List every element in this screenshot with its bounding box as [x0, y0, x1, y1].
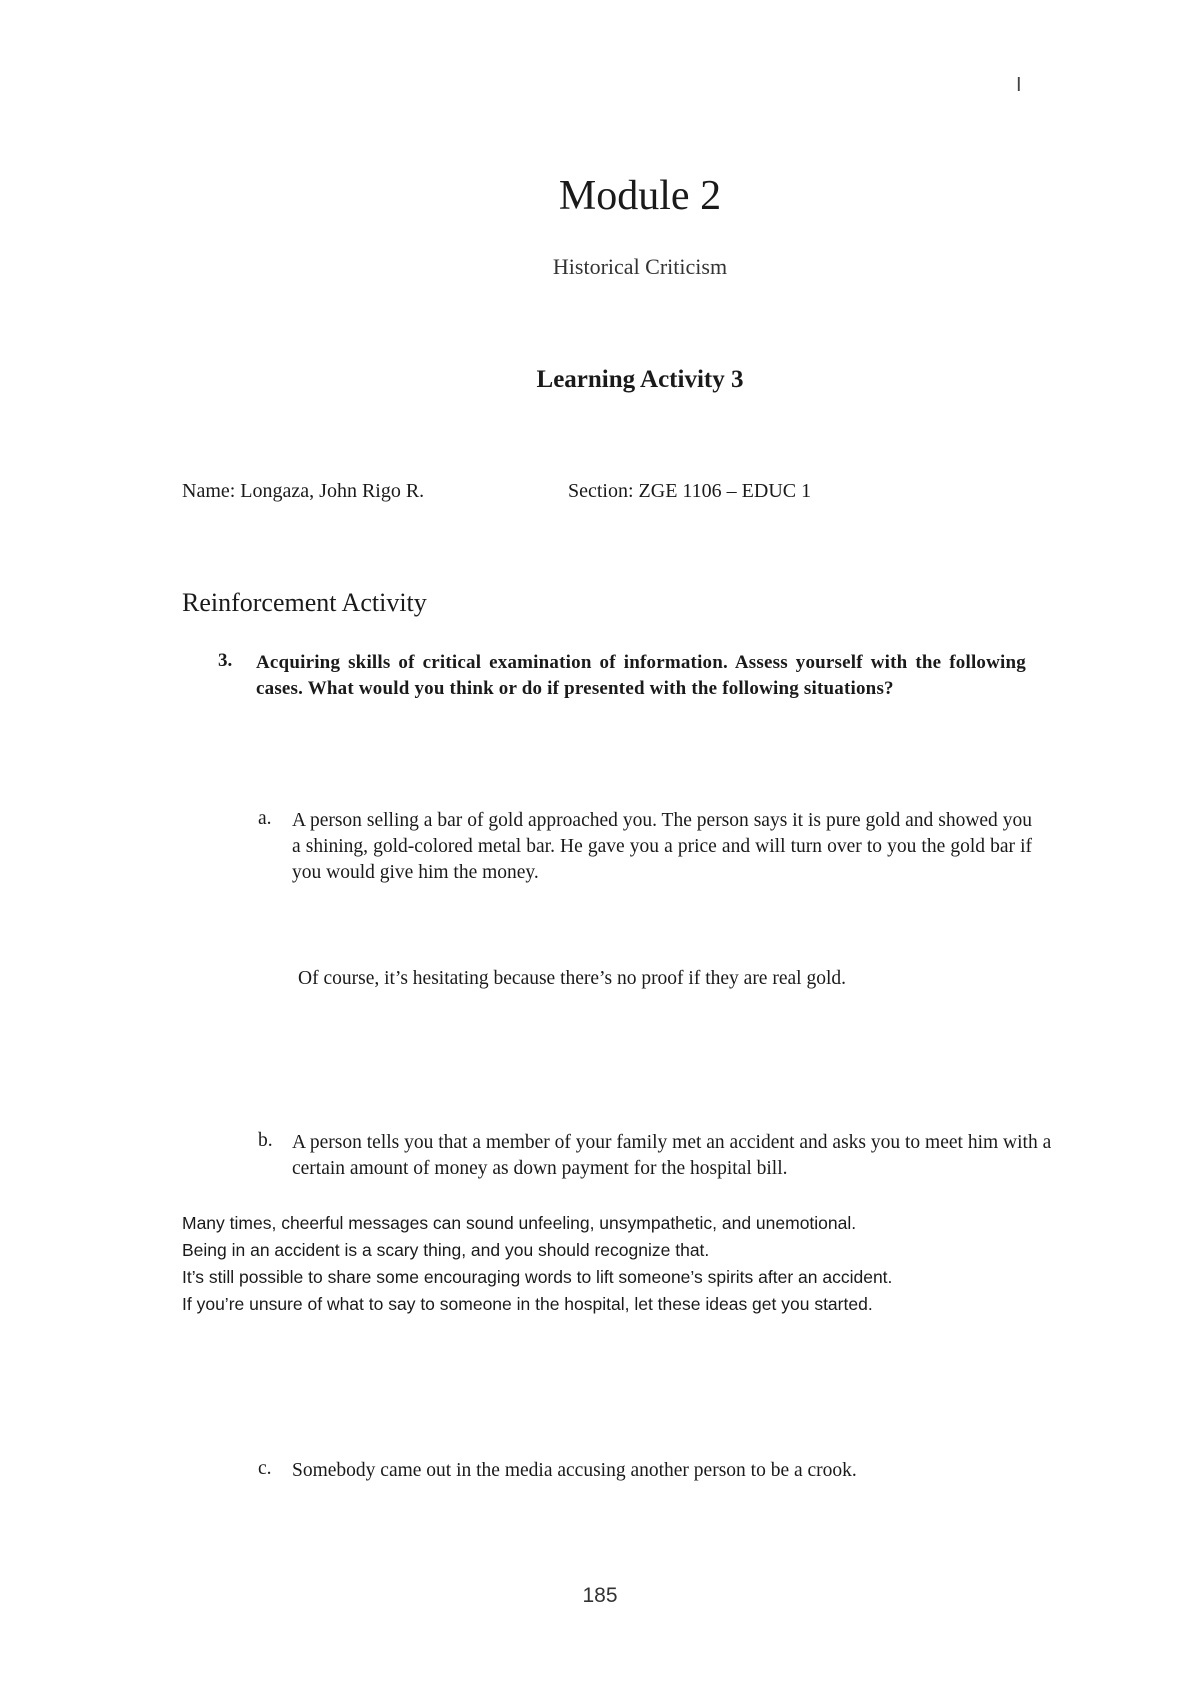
item-b-answer-line: If you’re unsure of what to say to someone in the hospital, let these ideas get you started.	[182, 1294, 873, 1314]
module-subtitle: Historical Criticism	[552, 254, 728, 279]
item-c-letter: c.	[258, 1458, 272, 1479]
item-b-answer-line: Many times, cheerful messages can sound unfeeling, unsympathetic, and unemotional.	[182, 1213, 857, 1233]
item-a-answer: Of course, it’s hesitating because there’s no proof if they are real gold.	[298, 968, 846, 989]
item-b-text: A person tells you that a member of your family met an accident and asks you to meet him with a certain amount of money as down payment for the hospital bill.	[292, 1132, 1052, 1179]
student-name: Name: Longaza, John Rigo R.	[182, 480, 425, 502]
module-title: Module 2	[558, 173, 722, 219]
item-b-answer	[182, 1210, 892, 1318]
section-heading: Reinforcement Activity	[182, 588, 427, 617]
item-b-answer-line: Being in an accident is a scary thing, and you should recognize that.	[182, 1240, 710, 1260]
item-a-text: A person selling a bar of gold approached you. The person says it is pure gold and showed you a shining, gold-colored metal bar. He gave you a price and will turn over to you the gold bar if you would give him the money.	[292, 810, 1032, 883]
question-text: Acquiring skills of critical examination of information. Assess yourself with the following cases. What would you think or do if presented with the following situations?	[256, 652, 1026, 699]
student-section: Section: ZGE 1106 – EDUC 1	[568, 480, 812, 502]
item-c-text: Somebody came out in the media accusing another person to be a crook.	[292, 1460, 857, 1481]
question-number: 3.	[218, 650, 233, 671]
activity-title: Learning Activity 3	[536, 366, 744, 393]
page-number: 185	[582, 1584, 618, 1607]
corner-mark: I	[1016, 74, 1022, 96]
item-b-letter: b.	[258, 1130, 273, 1151]
item-b-answer-line: It’s still possible to share some encouraging words to lift someone’s spirits after an accident.	[182, 1267, 893, 1287]
item-a-letter: a.	[258, 808, 272, 829]
